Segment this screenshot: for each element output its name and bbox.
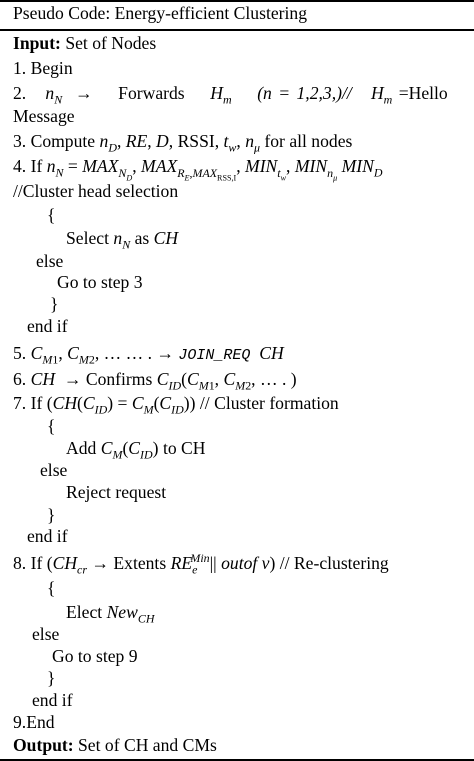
goto-9: Go to step 9 — [52, 646, 138, 666]
step-4: 4. If $n_N = MAX_{N_D}$, $MAX_{R_E,MAX_{RSS,I}}$, $MIN_{t_w}$, $MIN_{n_\mu}$ $MIN_D$ — [13, 156, 383, 182]
goto-3: Go to step 3 — [57, 272, 143, 292]
title-rule — [0, 29, 474, 31]
endif-3: end if — [32, 690, 73, 710]
step-2: 2. $n_N$ → Forwards $H_m$ (n = 1,2,3,)// $H_m$ =Hello — [13, 83, 448, 107]
step-9: 9.End — [13, 712, 55, 732]
else-2: else — [40, 460, 68, 480]
title: Pseudo Code: Energy-efficient Clustering — [13, 3, 307, 23]
output-label: Output: — [13, 735, 74, 755]
top-rule — [0, 0, 474, 2]
input-line — [13, 35, 156, 53]
input-text: Set of Nodes — [60, 33, 157, 53]
elect-line: Elect New$_{CH}$ — [66, 602, 155, 626]
step-5: 5. $C_{M1}$, $C_{M2}$, … … . → JOIN_REQ CH — [13, 343, 284, 367]
else-3: else — [32, 624, 60, 644]
output-line — [13, 737, 217, 755]
step-6: 6. CH → Confirms $C_{ID}(C_{M1}$, $C_{M2}$, … . ) — [13, 369, 297, 393]
brace-open-1: { — [47, 205, 56, 225]
reject-line: Reject request — [66, 482, 167, 502]
else-1: else — [36, 251, 64, 271]
brace-close-1: } — [50, 294, 59, 314]
output-text: Set of CH and CMs — [73, 735, 217, 755]
brace-close-3: } — [47, 668, 56, 688]
endif-1: end if — [27, 316, 68, 336]
brace-open-2: { — [47, 416, 56, 436]
step-7: 7. If $(CH(C_{ID}) = C_M(C_{ID}))$ // Cluster formation — [13, 393, 339, 417]
brace-close-2: } — [47, 505, 56, 525]
input-label: Input: — [13, 33, 61, 53]
step-1: 1. Begin — [13, 58, 73, 78]
select-line: Select $n_N$ as CH — [66, 228, 179, 252]
step-3: 3. Compute $n_D$, RE, D, RSSI, $t_w$, $n_\mu$ for all nodes — [13, 131, 353, 155]
step-4-comment: //Cluster head selection — [13, 181, 179, 201]
step-8: 8. If ($CH_{cr}$ → Extents $RE_e^{Min}||$ outof v) // Re-clustering — [13, 551, 389, 577]
step-2-cont: Message — [13, 106, 75, 126]
brace-open-3: { — [47, 578, 56, 598]
add-line: Add $C_M(C_{ID})$ to CH — [66, 438, 206, 462]
endif-2: end if — [27, 526, 68, 546]
